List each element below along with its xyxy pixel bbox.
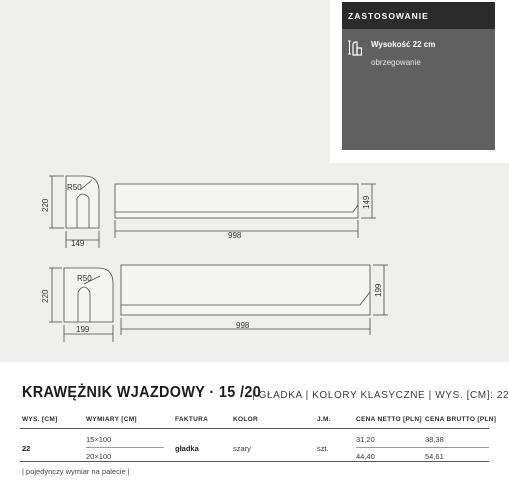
cell-brutto-2: 54,61 (425, 452, 444, 461)
cell-wymiary-2: 20×100 (86, 452, 112, 461)
top-side-height-label: 149 (362, 195, 371, 209)
header-wymiary: WYMIARY [CM] (86, 416, 137, 423)
bottom-side-view (121, 265, 370, 315)
header-kolor: KOLOR (233, 416, 258, 423)
cell-wymiary-1: 15×100 (86, 435, 112, 444)
top-height-label: 220 (41, 198, 50, 212)
application-height-label: Wysokość 22 cm (371, 40, 436, 49)
cell-kolor: szary (233, 444, 251, 453)
bottom-height-label: 220 (41, 289, 50, 303)
application-use-label: obrzegowanie (371, 58, 421, 67)
cell-faktura: gładka (175, 444, 199, 453)
row-divider-dimensions (86, 447, 164, 448)
top-radius-label: R50 (67, 183, 82, 192)
header-netto: CENA NETTO [PLN] (356, 416, 422, 423)
bottom-radius-label: R50 (77, 274, 92, 283)
header-wys: WYS. [CM] (22, 416, 58, 423)
cell-netto-2: 44,40 (356, 452, 375, 461)
bottom-length-label: 998 (236, 321, 250, 330)
footer-note: | pojedynczy wymiar na palecie | (22, 467, 130, 476)
table-header-rule (20, 428, 489, 429)
bottom-width-label: 199 (76, 325, 90, 334)
bottom-side-height-label: 199 (374, 283, 383, 297)
top-side-view (115, 184, 358, 218)
top-length-label: 998 (228, 231, 242, 240)
row-divider-prices (356, 447, 489, 448)
top-width-label: 149 (71, 239, 85, 248)
product-title (22, 384, 509, 402)
cell-jm: szt. (317, 444, 329, 453)
table-bottom-rule (20, 461, 489, 462)
product-title-main: KRAWĘŻNIK WJAZDOWY · 15 /20 (22, 384, 262, 401)
cell-netto-1: 31,20 (356, 435, 375, 444)
header-jm: J.M. (317, 416, 331, 423)
cell-brutto-1: 38,38 (425, 435, 444, 444)
product-title-subtitle: | GŁADKA | KOLORY KLASYCZNE | WYS. [CM]: 22 (252, 390, 509, 401)
cell-wys: 22 (22, 444, 31, 453)
application-panel-title: ZASTOSOWANIE (348, 11, 429, 21)
header-faktura: FAKTURA (175, 416, 209, 423)
header-brutto: CENA BRUTTO [PLN] (425, 416, 497, 423)
